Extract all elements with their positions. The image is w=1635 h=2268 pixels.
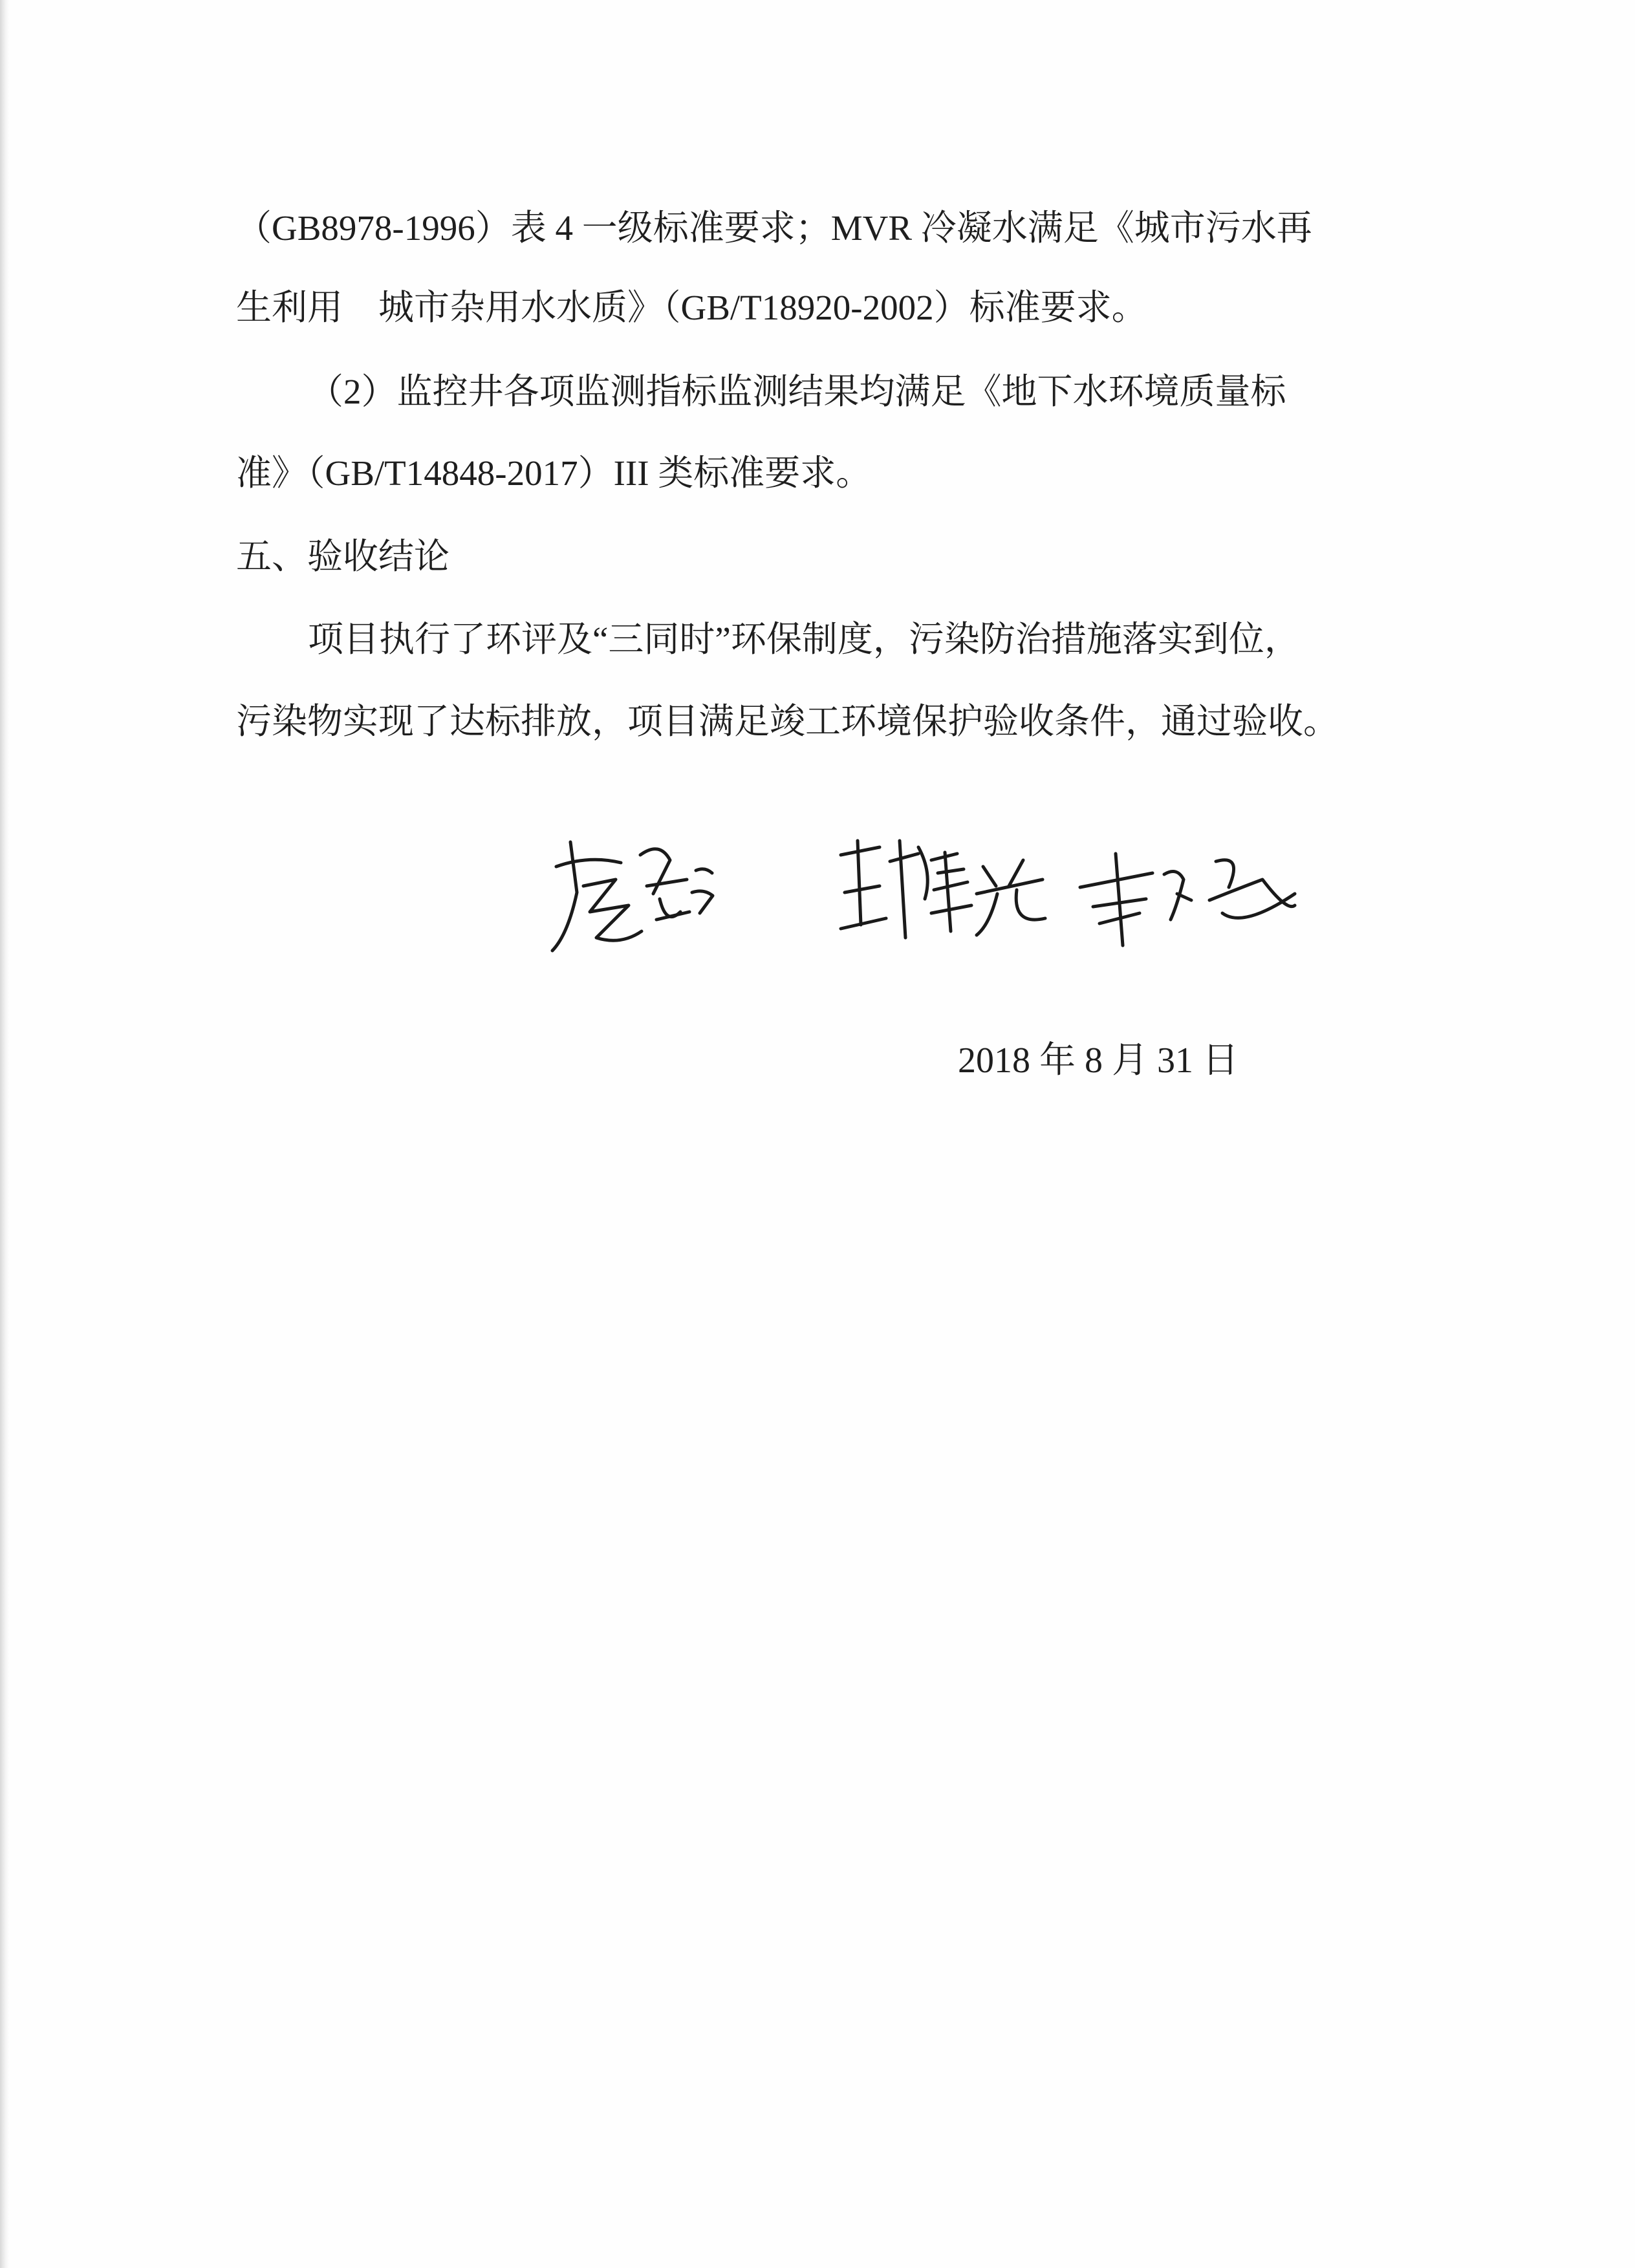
conclusion-line-2: 污染物实现了达标排放，项目满足竣工环境保护验收条件，通过验收。 [236, 702, 1339, 741]
signature-2 [841, 841, 1045, 938]
scan-edge-shadow [0, 0, 9, 2268]
handwritten-signatures [530, 815, 1319, 970]
signature-1 [552, 842, 713, 951]
signature-date: 2018 年 8 月 31 日 [958, 1041, 1239, 1081]
conclusion-line-1: 项目执行了环评及“三同时”环保制度，污染防治措施落实到位， [308, 620, 1300, 659]
item-2-line-1: （2）监控井各项监测指标监测结果均满足《地下水环境质量标 [308, 372, 1286, 411]
signature-3 [1080, 854, 1295, 945]
continuation-line-1: （GB8978-1996）表 4 一级标准要求；MVR 冷凝水满足《城市污水再 [236, 208, 1312, 248]
item-2-line-2: 准》（GB/T14848-2017）III 类标准要求。 [236, 453, 872, 493]
continuation-line-2: 生利用 城市杂用水水质》（GB/T18920-2002）标准要求。 [236, 288, 1147, 327]
section-heading: 五、验收结论 [236, 537, 450, 576]
